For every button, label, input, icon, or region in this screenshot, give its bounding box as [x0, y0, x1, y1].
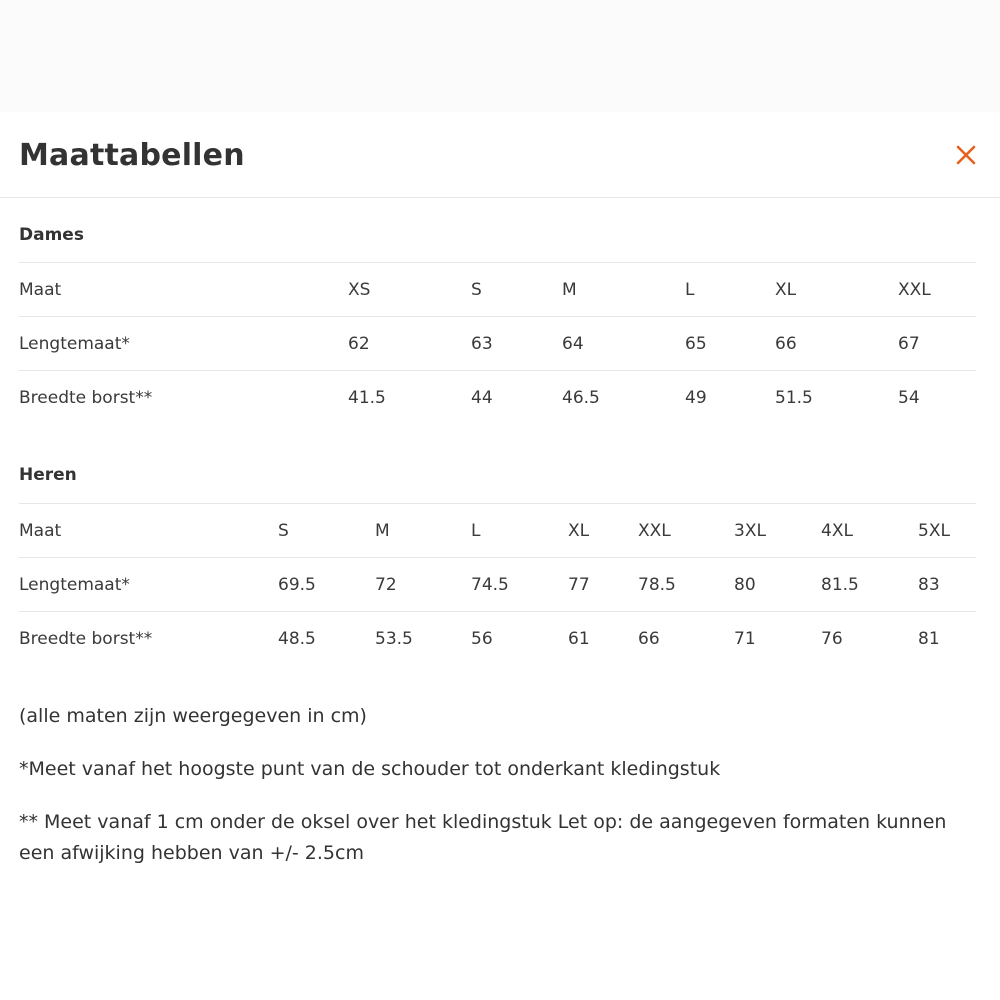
table-cell: XL: [568, 521, 590, 541]
row-label: Breedte borst**: [19, 629, 153, 649]
table-cell: 48.5: [278, 629, 316, 649]
note-chest: ** Meet vanaf 1 cm onder de oksel over het kledingstuk Let op: de aangegeven formaten kunnen een afwijking hebben van +/- 2.5cm: [19, 811, 947, 864]
note-units: (alle maten zijn weergegeven in cm): [19, 705, 367, 727]
row-label: Lengtemaat*: [19, 334, 130, 354]
table-cell: 66: [775, 334, 797, 354]
table-row: [19, 316, 976, 370]
section-title-dames: Dames: [19, 225, 84, 245]
table-cell: 77: [568, 575, 590, 595]
table-cell: 63: [471, 334, 493, 354]
table-row: [19, 611, 976, 665]
table-cell: S: [471, 280, 482, 300]
table-cell: XS: [348, 280, 371, 300]
table-cell: 74.5: [471, 575, 509, 595]
table-row: [19, 557, 976, 611]
table-cell: 69.5: [278, 575, 316, 595]
table-cell: S: [278, 521, 289, 541]
table-row: [19, 370, 976, 424]
size-table-dames: [19, 262, 976, 424]
row-label: Maat: [19, 280, 62, 300]
table-cell: 81: [918, 629, 940, 649]
table-cell: M: [375, 521, 390, 541]
modal-title: Maattabellen: [19, 138, 245, 173]
close-icon: [948, 139, 984, 175]
table-cell: 67: [898, 334, 920, 354]
table-cell: 81.5: [821, 575, 859, 595]
modal-header: [0, 112, 1000, 198]
table-cell: 49: [685, 388, 707, 408]
page-backdrop: [0, 0, 1000, 112]
table-row: [19, 503, 976, 557]
row-label: Lengtemaat*: [19, 575, 130, 595]
table-cell: 83: [918, 575, 940, 595]
close-button[interactable]: [948, 139, 984, 175]
table-cell: 80: [734, 575, 756, 595]
table-cell: XXL: [898, 280, 931, 300]
note-length: *Meet vanaf het hoogste punt van de schouder tot onderkant kledingstuk: [19, 758, 721, 780]
size-notes: [19, 701, 981, 891]
table-cell: 41.5: [348, 388, 386, 408]
table-cell: XL: [775, 280, 797, 300]
table-cell: 5XL: [918, 521, 950, 541]
table-cell: 71: [734, 629, 756, 649]
row-label: Maat: [19, 521, 62, 541]
table-cell: 66: [638, 629, 660, 649]
row-label: Breedte borst**: [19, 388, 153, 408]
table-cell: 46.5: [562, 388, 600, 408]
table-cell: M: [562, 280, 577, 300]
table-row: [19, 262, 976, 316]
table-cell: XXL: [638, 521, 671, 541]
table-cell: 65: [685, 334, 707, 354]
table-cell: 62: [348, 334, 370, 354]
section-title-heren: Heren: [19, 465, 77, 485]
table-cell: 72: [375, 575, 397, 595]
table-cell: 51.5: [775, 388, 813, 408]
table-cell: 64: [562, 334, 584, 354]
table-cell: L: [685, 280, 695, 300]
table-cell: 4XL: [821, 521, 853, 541]
size-table-heren: [19, 503, 976, 665]
table-cell: 56: [471, 629, 493, 649]
table-cell: 76: [821, 629, 843, 649]
table-cell: 61: [568, 629, 590, 649]
table-cell: 44: [471, 388, 493, 408]
size-chart-modal: [0, 112, 1000, 1000]
table-cell: 53.5: [375, 629, 413, 649]
table-cell: 78.5: [638, 575, 676, 595]
table-cell: L: [471, 521, 481, 541]
table-cell: 3XL: [734, 521, 766, 541]
table-cell: 54: [898, 388, 920, 408]
